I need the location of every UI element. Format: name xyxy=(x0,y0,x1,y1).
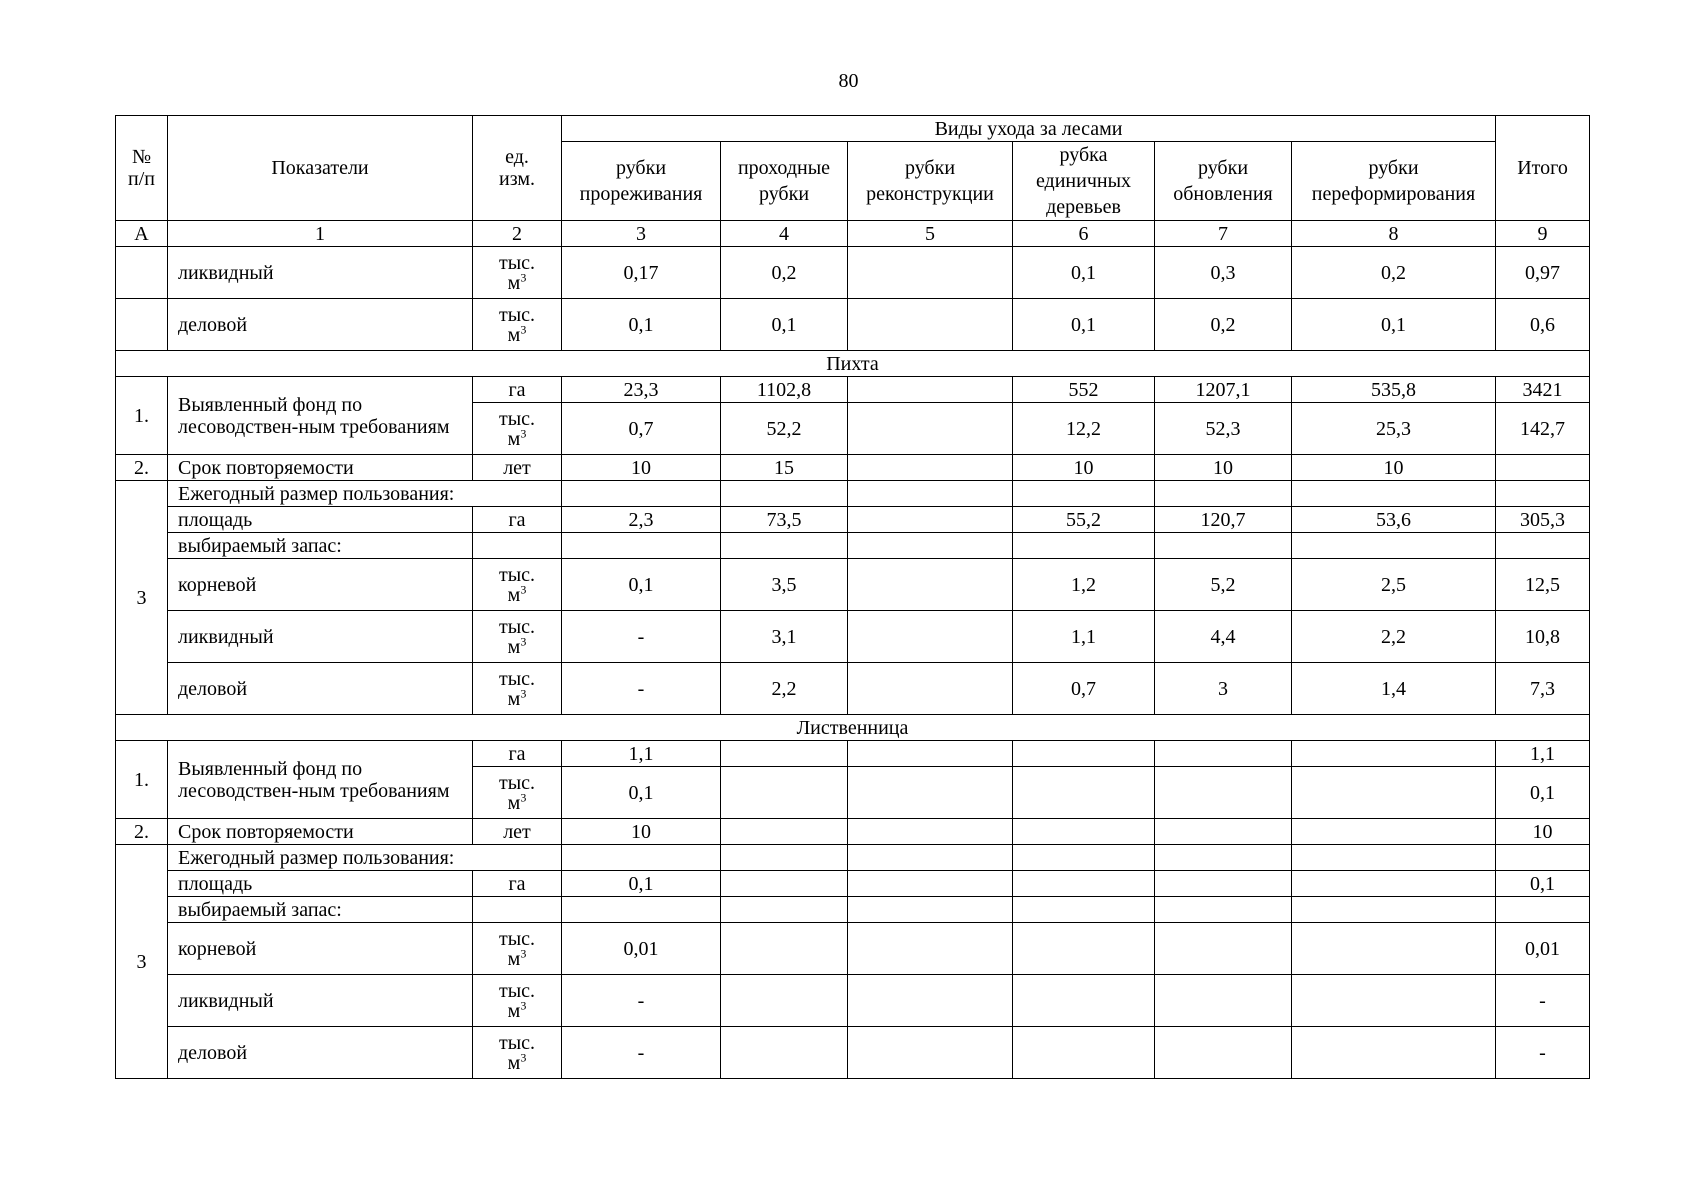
value-cell xyxy=(721,767,848,819)
value-cell xyxy=(562,897,721,923)
value-cell xyxy=(848,871,1013,897)
value-cell xyxy=(1292,481,1496,507)
value-cell xyxy=(848,507,1013,533)
value-cell xyxy=(1292,975,1496,1027)
value-cell xyxy=(1292,533,1496,559)
value-cell: 2,2 xyxy=(721,663,848,715)
value-cell xyxy=(1292,897,1496,923)
value-cell: 0,1 xyxy=(562,299,721,351)
table-row xyxy=(116,116,1590,142)
num-cell: 2. xyxy=(116,455,168,481)
column-number: 4 xyxy=(721,221,848,247)
value-cell xyxy=(1155,741,1292,767)
value-cell: 1,1 xyxy=(1013,611,1155,663)
table-row xyxy=(116,221,1590,247)
value-cell xyxy=(1292,819,1496,845)
value-cell xyxy=(721,975,848,1027)
value-cell: 10 xyxy=(562,819,721,845)
value-cell: 0,1 xyxy=(1013,299,1155,351)
value-cell xyxy=(473,897,562,923)
table-row xyxy=(116,897,1590,923)
header-total: Итого xyxy=(1496,116,1590,221)
unit-line2: м xyxy=(507,323,521,346)
value-cell xyxy=(848,897,1013,923)
value-cell: 0,97 xyxy=(1496,247,1590,299)
value-cell xyxy=(1496,533,1590,559)
value-cell xyxy=(1013,533,1155,559)
value-cell: 0,1 xyxy=(1496,767,1590,819)
value-cell: 1,2 xyxy=(1013,559,1155,611)
value-cell xyxy=(848,299,1013,351)
value-cell xyxy=(848,975,1013,1027)
table-row xyxy=(116,481,1590,507)
forest-care-table xyxy=(115,115,1590,1079)
value-cell: 0,1 xyxy=(562,559,721,611)
num-cell xyxy=(116,299,168,351)
value-cell: 4,4 xyxy=(1155,611,1292,663)
indicator-label: корневой xyxy=(168,923,473,975)
value-cell xyxy=(1013,871,1155,897)
value-cell: 0,3 xyxy=(1155,247,1292,299)
value-cell xyxy=(1155,897,1292,923)
column-number: 7 xyxy=(1155,221,1292,247)
indicator-label: деловой xyxy=(168,1027,473,1079)
indicator-label: Выявленный фонд по лесоводствен-ным требованиям xyxy=(168,741,473,819)
unit-cell xyxy=(473,1027,562,1079)
indicator-label: выбираемый запас: xyxy=(168,533,473,559)
value-cell xyxy=(1155,819,1292,845)
header-type: рубки обновления xyxy=(1155,142,1292,221)
value-cell: 53,6 xyxy=(1292,507,1496,533)
unit-line1: тыс. xyxy=(498,407,536,430)
value-cell xyxy=(473,533,562,559)
value-cell xyxy=(1155,923,1292,975)
value-cell: 0,2 xyxy=(721,247,848,299)
value-cell: 15 xyxy=(721,455,848,481)
value-cell: 1207,1 xyxy=(1155,377,1292,403)
value-cell: 0,1 xyxy=(1292,299,1496,351)
value-cell xyxy=(1496,481,1590,507)
indicator-label: Выявленный фонд по лесоводствен-ным требованиям xyxy=(168,377,473,455)
indicator-label: площадь xyxy=(168,871,473,897)
unit-line2: м xyxy=(507,1051,521,1074)
value-cell: 0,01 xyxy=(1496,923,1590,975)
value-cell xyxy=(1155,975,1292,1027)
value-cell: 1,1 xyxy=(562,741,721,767)
unit-line2: м xyxy=(507,271,521,294)
value-cell xyxy=(721,923,848,975)
table-row xyxy=(116,845,1590,871)
value-cell: 0,1 xyxy=(721,299,848,351)
section-title: Лиственница xyxy=(116,715,1590,741)
value-cell: 0,6 xyxy=(1496,299,1590,351)
value-cell: 10 xyxy=(1155,455,1292,481)
indicator-label: Срок повторяемости xyxy=(168,819,473,845)
value-cell xyxy=(1292,845,1496,871)
value-cell xyxy=(1292,923,1496,975)
indicator-label: площадь xyxy=(168,507,473,533)
value-cell: 25,3 xyxy=(1292,403,1496,455)
value-cell: 552 xyxy=(1013,377,1155,403)
unit-superscript: 3 xyxy=(520,581,527,596)
value-cell: 10 xyxy=(1292,455,1496,481)
value-cell: 0,17 xyxy=(562,247,721,299)
value-cell: 2,2 xyxy=(1292,611,1496,663)
indicator-label: ликвидный xyxy=(168,611,473,663)
table-row xyxy=(116,741,1590,767)
column-number: 5 xyxy=(848,221,1013,247)
num-cell: 1. xyxy=(116,377,168,455)
column-number: А xyxy=(116,221,168,247)
table-row xyxy=(116,715,1590,741)
header-num: № п/п xyxy=(116,116,168,221)
unit-superscript: 3 xyxy=(520,321,527,336)
indicator-label: деловой xyxy=(168,663,473,715)
unit-cell: га xyxy=(473,871,562,897)
value-cell xyxy=(1496,455,1590,481)
unit-cell: лет xyxy=(473,819,562,845)
table-row xyxy=(116,455,1590,481)
indicator-label: Ежегодный размер пользования: xyxy=(168,845,562,871)
unit-superscript: 3 xyxy=(520,789,527,804)
value-cell: 142,7 xyxy=(1496,403,1590,455)
unit-line1: тыс. xyxy=(498,303,536,326)
value-cell xyxy=(1292,871,1496,897)
value-cell: 305,3 xyxy=(1496,507,1590,533)
value-cell xyxy=(1292,1027,1496,1079)
unit-line2: м xyxy=(507,999,521,1022)
value-cell xyxy=(1496,845,1590,871)
header-unit: ед. изм. xyxy=(473,116,562,221)
value-cell: 120,7 xyxy=(1155,507,1292,533)
table-row xyxy=(116,1027,1590,1079)
unit-line1: тыс. xyxy=(498,563,536,586)
value-cell: 0,01 xyxy=(562,923,721,975)
value-cell: 3 xyxy=(1155,663,1292,715)
value-cell xyxy=(721,481,848,507)
value-cell xyxy=(1496,897,1590,923)
value-cell: 7,3 xyxy=(1496,663,1590,715)
num-cell: 3 xyxy=(116,481,168,715)
unit-line2: м xyxy=(507,427,521,450)
value-cell xyxy=(721,819,848,845)
value-cell: 3421 xyxy=(1496,377,1590,403)
unit-line2: м xyxy=(507,583,521,606)
value-cell xyxy=(562,533,721,559)
column-number: 8 xyxy=(1292,221,1496,247)
value-cell: 0,1 xyxy=(562,871,721,897)
value-cell: 0,2 xyxy=(1155,299,1292,351)
value-cell: 0,2 xyxy=(1292,247,1496,299)
value-cell: 3,1 xyxy=(721,611,848,663)
value-cell: 1102,8 xyxy=(721,377,848,403)
table-row xyxy=(116,871,1590,897)
value-cell xyxy=(721,897,848,923)
unit-superscript: 3 xyxy=(520,269,527,284)
value-cell xyxy=(848,455,1013,481)
header-type: проходные рубки xyxy=(721,142,848,221)
value-cell: 10 xyxy=(562,455,721,481)
value-cell xyxy=(848,767,1013,819)
value-cell: 3,5 xyxy=(721,559,848,611)
value-cell xyxy=(1013,819,1155,845)
unit-cell: га xyxy=(473,507,562,533)
value-cell xyxy=(1155,767,1292,819)
column-number: 6 xyxy=(1013,221,1155,247)
value-cell: - xyxy=(562,663,721,715)
value-cell xyxy=(848,611,1013,663)
value-cell xyxy=(848,559,1013,611)
value-cell: 0,1 xyxy=(562,767,721,819)
value-cell: 5,2 xyxy=(1155,559,1292,611)
value-cell xyxy=(848,533,1013,559)
value-cell xyxy=(1013,767,1155,819)
value-cell: - xyxy=(562,1027,721,1079)
value-cell xyxy=(848,845,1013,871)
unit-cell xyxy=(473,299,562,351)
value-cell: - xyxy=(1496,1027,1590,1079)
section-title: Пихта xyxy=(116,351,1590,377)
unit-cell xyxy=(473,247,562,299)
value-cell xyxy=(848,923,1013,975)
unit-superscript: 3 xyxy=(520,425,527,440)
value-cell xyxy=(848,481,1013,507)
indicator-label: Ежегодный размер пользования: xyxy=(168,481,562,507)
unit-superscript: 3 xyxy=(520,633,527,648)
value-cell xyxy=(1155,871,1292,897)
value-cell xyxy=(1013,975,1155,1027)
value-cell: 10 xyxy=(1496,819,1590,845)
value-cell xyxy=(848,247,1013,299)
column-number: 2 xyxy=(473,221,562,247)
value-cell xyxy=(1013,897,1155,923)
unit-cell xyxy=(473,611,562,663)
num-cell: 3 xyxy=(116,845,168,1079)
column-number: 1 xyxy=(168,221,473,247)
value-cell: - xyxy=(562,975,721,1027)
table-row xyxy=(116,819,1590,845)
table-row xyxy=(116,533,1590,559)
value-cell xyxy=(848,403,1013,455)
value-cell: 0,7 xyxy=(1013,663,1155,715)
value-cell xyxy=(1013,741,1155,767)
indicator-label: корневой xyxy=(168,559,473,611)
indicator-label: ликвидный xyxy=(168,975,473,1027)
table-row xyxy=(116,247,1590,299)
table-row xyxy=(116,351,1590,377)
value-cell xyxy=(562,845,721,871)
table-row xyxy=(116,299,1590,351)
value-cell xyxy=(1013,1027,1155,1079)
unit-line2: м xyxy=(507,947,521,970)
indicator-label: ликвидный xyxy=(168,247,473,299)
unit-cell xyxy=(473,923,562,975)
value-cell: 23,3 xyxy=(562,377,721,403)
value-cell xyxy=(721,845,848,871)
value-cell xyxy=(1155,845,1292,871)
unit-superscript: 3 xyxy=(520,945,527,960)
table-row xyxy=(116,559,1590,611)
page-number: 80 xyxy=(838,70,859,92)
table-row xyxy=(116,923,1590,975)
value-cell: 52,3 xyxy=(1155,403,1292,455)
unit-cell xyxy=(473,975,562,1027)
value-cell xyxy=(1155,1027,1292,1079)
value-cell xyxy=(721,741,848,767)
header-type: рубки переформирования xyxy=(1292,142,1496,221)
value-cell: 0,7 xyxy=(562,403,721,455)
value-cell: 0,1 xyxy=(1013,247,1155,299)
value-cell xyxy=(1013,923,1155,975)
header-indicators: Показатели xyxy=(168,116,473,221)
num-cell: 2. xyxy=(116,819,168,845)
unit-cell xyxy=(473,663,562,715)
value-cell xyxy=(721,1027,848,1079)
value-cell xyxy=(1155,533,1292,559)
value-cell xyxy=(848,741,1013,767)
value-cell: 2,5 xyxy=(1292,559,1496,611)
table-row xyxy=(116,975,1590,1027)
unit-cell: га xyxy=(473,377,562,403)
value-cell: 2,3 xyxy=(562,507,721,533)
value-cell: - xyxy=(562,611,721,663)
value-cell: 12,5 xyxy=(1496,559,1590,611)
unit-cell: га xyxy=(473,741,562,767)
value-cell xyxy=(1292,767,1496,819)
value-cell: 12,2 xyxy=(1013,403,1155,455)
value-cell: 1,4 xyxy=(1292,663,1496,715)
value-cell: 1,1 xyxy=(1496,741,1590,767)
table-row xyxy=(116,611,1590,663)
table-row xyxy=(116,663,1590,715)
value-cell: 52,2 xyxy=(721,403,848,455)
value-cell xyxy=(1155,481,1292,507)
value-cell: 0,1 xyxy=(1496,871,1590,897)
unit-line1: тыс. xyxy=(498,615,536,638)
value-cell: 55,2 xyxy=(1013,507,1155,533)
table-row xyxy=(116,507,1590,533)
indicator-label: выбираемый запас: xyxy=(168,897,473,923)
table-row xyxy=(116,377,1590,403)
value-cell xyxy=(848,1027,1013,1079)
unit-line1: тыс. xyxy=(498,667,536,690)
unit-line1: тыс. xyxy=(498,251,536,274)
value-cell xyxy=(1013,845,1155,871)
header-type: рубки прореживания xyxy=(562,142,721,221)
value-cell xyxy=(1013,481,1155,507)
indicator-label: деловой xyxy=(168,299,473,351)
header-type: рубка единичных деревьев xyxy=(1013,142,1155,221)
value-cell: 10,8 xyxy=(1496,611,1590,663)
value-cell xyxy=(562,481,721,507)
unit-superscript: 3 xyxy=(520,997,527,1012)
unit-cell xyxy=(473,767,562,819)
indicator-label: Срок повторяемости xyxy=(168,455,473,481)
column-number: 9 xyxy=(1496,221,1590,247)
value-cell: 535,8 xyxy=(1292,377,1496,403)
value-cell: - xyxy=(1496,975,1590,1027)
unit-line1: тыс. xyxy=(498,979,536,1002)
unit-line1: тыс. xyxy=(498,1031,536,1054)
value-cell xyxy=(848,819,1013,845)
unit-cell xyxy=(473,403,562,455)
column-number: 3 xyxy=(562,221,721,247)
value-cell xyxy=(721,533,848,559)
unit-cell xyxy=(473,559,562,611)
unit-cell: лет xyxy=(473,455,562,481)
value-cell xyxy=(848,377,1013,403)
value-cell: 73,5 xyxy=(721,507,848,533)
unit-line2: м xyxy=(507,791,521,814)
unit-line2: м xyxy=(507,635,521,658)
num-cell: 1. xyxy=(116,741,168,819)
value-cell xyxy=(848,663,1013,715)
unit-line1: тыс. xyxy=(498,771,536,794)
num-cell xyxy=(116,247,168,299)
unit-line2: м xyxy=(507,687,521,710)
value-cell xyxy=(1292,741,1496,767)
header-type: рубки реконструкции xyxy=(848,142,1013,221)
unit-line1: тыс. xyxy=(498,927,536,950)
header-types-group: Виды ухода за лесами xyxy=(562,116,1496,142)
unit-superscript: 3 xyxy=(520,1049,527,1064)
unit-superscript: 3 xyxy=(520,685,527,700)
value-cell xyxy=(721,871,848,897)
value-cell: 10 xyxy=(1013,455,1155,481)
